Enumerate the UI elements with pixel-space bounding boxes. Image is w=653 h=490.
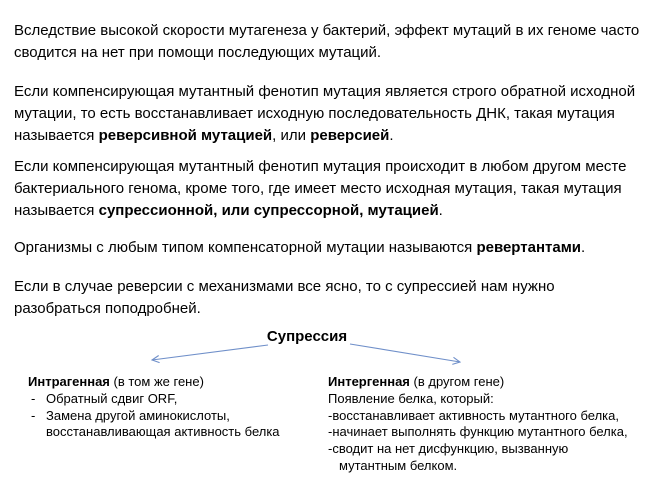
intergenic-line: -сводит на нет дисфункцию, вызванную [328, 441, 569, 457]
right-arrow [350, 344, 460, 362]
intergenic-title: Интергенная [328, 374, 410, 389]
revertants-term: ревертантами [476, 239, 582, 256]
list-item [28, 391, 280, 408]
suppression-line-2: бактериального генома, кроме того, где имеет место исходная мутация, такая мутация [14, 180, 622, 197]
transition-line-2: разобраться поподробней. [14, 300, 201, 317]
reversion-line-3-suffix: . [389, 127, 394, 144]
intergenic-line: мутантным белком. [339, 457, 458, 473]
intragenic-title: Интрагенная [28, 374, 110, 389]
diagram-title: Супрессия [266, 328, 348, 345]
reversion-line-3-middle: , или [272, 127, 311, 144]
intro-line-2: сводится на нет при помощи последующих мутаций. [14, 44, 382, 61]
intragenic-list [28, 391, 280, 441]
suppressor-mutation-term: супрессионной, или супрессорной, мутацией [98, 202, 439, 219]
intergenic-line: Появление белка, который: [328, 390, 494, 406]
intergenic-heading [328, 374, 628, 391]
revertants-prefix: Организмы с любым типом компенсаторной мутации называются [14, 239, 477, 256]
intragenic-heading [28, 374, 280, 391]
intergenic-line: -восстанавливает активность мутантного белка, [328, 407, 619, 423]
revertants-paragraph [14, 237, 585, 259]
list-item-line: Замена другой аминокислоты, [46, 407, 230, 423]
reversion-line-2: мутации, то есть восстанавливает исходную последовательность ДНК, такая мутация [14, 105, 615, 122]
intergenic-line: -начинает выполнять функцию мутантного белка, [328, 424, 628, 440]
revertants-line [14, 237, 585, 259]
reversive-mutation-term: реверсивной мутацией [98, 127, 273, 144]
reversion-line-3 [14, 125, 635, 147]
list-item-line: Обратный сдвиг ORF, [46, 390, 178, 406]
intergenic-branch [328, 374, 628, 475]
reversion-line-3-prefix: называется [14, 127, 99, 144]
intragenic-branch [28, 374, 280, 441]
intergenic-subtitle: (в другом гене) [409, 374, 505, 389]
list-item [28, 408, 280, 442]
transition-line-1: Если в случае реверсии с механизмами все ясно, то с супрессией нам нужно [14, 278, 555, 295]
transition-paragraph [14, 276, 555, 320]
suppression-line-1: Если компенсирующая мутантный фенотип мутация происходит в любом другом месте [14, 158, 627, 175]
revertants-suffix: . [581, 239, 586, 256]
left-arrow [152, 345, 268, 360]
intro-line-1: Вследствие высокой скорости мутагенеза у бактерий, эффект мутаций в их геноме часто [14, 22, 640, 39]
suppression-paragraph [14, 156, 626, 222]
suppression-line-3 [14, 200, 626, 222]
suppression-line-3-suffix: . [438, 202, 443, 219]
intragenic-subtitle: (в том же гене) [109, 374, 204, 389]
reversion-term: реверсией [310, 127, 390, 144]
bullet-marker: - [31, 390, 36, 406]
list-item-line: восстанавливающая активность белка [46, 424, 280, 440]
suppression-line-3-prefix: называется [14, 202, 99, 219]
bullet-marker: - [31, 407, 36, 423]
reversion-paragraph [14, 81, 635, 147]
intro-paragraph [14, 20, 639, 64]
reversion-line-1: Если компенсирующая мутантный фенотип мутация является строго обратной исходной [14, 83, 636, 100]
